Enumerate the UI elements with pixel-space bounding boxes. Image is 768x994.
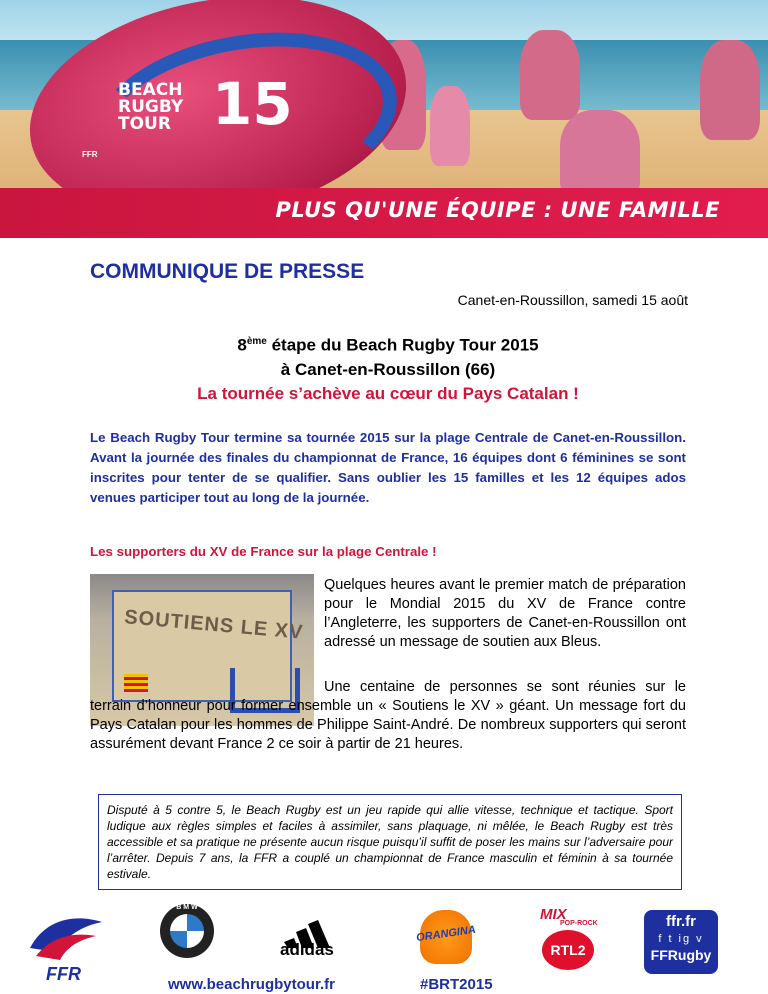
logo-line: BEACH [118,80,183,100]
hashtag-text: #BRT2015 [420,976,493,993]
mix-logo-text: MIX [540,906,567,923]
headline [90,330,686,406]
rtl2-logo: RTL2 [542,930,594,970]
orangina-logo-text: ORANGINA [415,923,477,945]
stage-suffix: ème [246,336,267,347]
ffr-logo-text: FFR [46,964,81,984]
logo-year: 15 [212,70,293,138]
logo-line: TOUR [118,114,171,134]
paragraph-1: Quelques heures avant le premier match de préparation pour le Mondial 2015 du XV de France contre l’Angleterre, les supporters de Canet-en-Roussillon ont adressé un message de soutien aux Bleus. [324,577,686,650]
stage-number: 8 [237,335,247,355]
sponsor-bar [0,900,768,994]
section-subhead: Les supporters du XV de France sur la plage Centrale ! [90,544,437,559]
paragraph-2: Une centaine de personnes se sont réunies sur le terrain d’honneur pour former ensemble un « Soutiens le XV » géant. Un message fort du Pays Catalan pour les hommes de Philippe Saint-André. De nombreux supporters qui seront assurément devant France 2 ce soir à partir de 21 heures. [90,679,686,752]
player-figure [430,86,470,166]
social-icons: f t ig v [658,933,704,945]
social-site: ffr.fr [666,913,696,930]
social-name: FFRugby [650,947,712,963]
ffr-social-badge [644,910,718,974]
player-figure [520,30,580,120]
adidas-logo-text: adidas [280,940,334,959]
photo-message: SOUTIENS LE XV [123,606,305,644]
stage-text: étape du Beach Rugby Tour 2015 [266,335,539,355]
player-figure [560,110,640,200]
website-link[interactable]: www.beachrugbytour.fr [168,976,335,993]
banner-slogan: PLUS QU'UNE ÉQUIPE : UNE FAMILLE [275,198,720,222]
ffr-mini-logo: FFR [82,150,98,159]
pop-rock-text: POP-ROCK [560,920,598,927]
headline-line-3: La tournée s’achève au cœur du Pays Catalan ! [197,383,579,403]
dateline: Canet-en-Roussillon, samedi 15 août [457,292,688,308]
lead-paragraph: Le Beach Rugby Tour termine sa tournée 2015 sur la plage Centrale de Canet-en-Roussillon. Avant la journée des finales du championnat de France, 16 équipes dont 6 féminines se sont inscrites pour tenter de se qualifier. Sans oublier les 15 familles et les 12 équipes ados venues participer tout au long de la journée. [90,430,686,505]
bmw-letters: B M W [176,904,198,911]
press-release-title: COMMUNIQUE DE PRESSE [90,260,365,283]
player-figure [700,40,760,140]
banner-image [0,0,768,238]
bmw-logo [160,904,214,958]
beach-rugby-info-box: Disputé à 5 contre 5, le Beach Rugby est un jeu rapide qui allie vitesse, technique et tactique. Sport ludique aux règles simples et faciles à assimiler, sans plaquage, ni mêlée, le Beach Rugby est très accessible et sa pratique ne présente aucun risque puisqu’il suffit de poser les mains sur l’adversaire pour l’arrêter. Depuis 7 ans, la FFR a couplé un championnat de France masculin et féminin à sa tournée estivale. [98,794,682,890]
headline-line-1 [90,330,686,358]
beach-rugby-tour-logo [118,82,183,133]
ffr-rooster-logo [26,908,106,968]
headline-line-2: à Canet-en-Roussillon (66) [280,359,496,379]
logo-line: RUGBY [118,97,184,117]
bmw-roundel [170,914,204,948]
